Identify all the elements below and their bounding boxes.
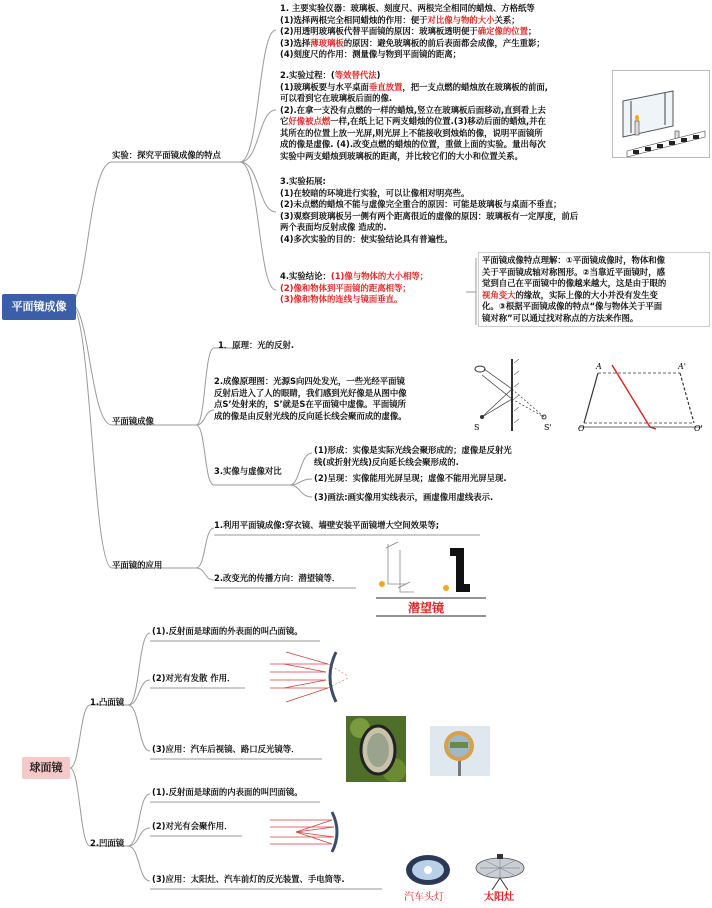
compare-presentation: (2)呈现：实像能用光屏呈现；虚像不能用光屏呈现. <box>314 473 507 483</box>
experiment-section-1 <box>280 3 610 61</box>
headlight-photo <box>398 852 458 890</box>
concave-c3: (3)应用：太阳灶、汽车前灯的反光装置、手电筒等. <box>152 874 345 884</box>
s3-line3: (3)观察到玻璃板另一侧有两个距离很近的虚像的原因：玻璃板有一定厚度，前后 <box>280 210 579 221</box>
s2-line1: (1)玻璃板要与水平桌面垂直放置，把一支点燃的蜡烛放在玻璃板的前面, <box>280 81 548 92</box>
s1-line2: (2)用透明玻璃板代替平面镜的原因：玻璃板透明便于确定像的位置； <box>280 26 537 36</box>
s1-line4: (4)刻度尺的作用：测量像与物到平面镜的距离； <box>280 49 461 59</box>
root-plane-mirror[interactable]: 平面镜成像 <box>2 294 76 320</box>
label-o-prime: O' <box>694 424 703 433</box>
note-line1: 平面镜成像特点理解：①平面镜成像时，物体和像 <box>482 255 665 265</box>
plane-mirror-note <box>478 252 710 327</box>
concave-c2: (2)对光有会聚作用． <box>152 821 233 831</box>
s4-title: 4.实验结论：(1)像与物体的大小相等； <box>280 271 429 281</box>
s4-line3: (3)像和物体的连线与镜面垂直。 <box>280 294 403 304</box>
experiment-branch-label[interactable]: 实验：探究平面镜成像的特点 <box>112 150 221 160</box>
s2-line5: 其所在的位置上放一光屏,则光屏上不能接收到烛焰的像，说明平面镜所 <box>280 127 543 138</box>
s2-line2: 可以看到它在玻璃板后面的像. <box>280 93 393 103</box>
convex-c2: (2)对光有发散 作用． <box>152 673 236 683</box>
s1-title: 1. 主要实验仪器：玻璃板、刻度尺、两根完全相同的蜡烛、方格纸等 <box>280 3 535 13</box>
diagram-line4: 成的像是由反射光线的反向延长线会聚而成的虚像。 <box>214 410 407 421</box>
s3-line2: (2)未点燃的蜡烛不能与虚像完全重合的原因：可能是玻璃板与桌面不垂直； <box>280 199 562 209</box>
s1-line1: (1)选择两根完全相同蜡烛的作用：便于对比像与物的大小关系； <box>280 14 520 25</box>
note-line2: 关于平面镜成轴对称图形。②当靠近平面镜时，感 <box>482 266 665 277</box>
headlight-caption: 汽车头灯 <box>404 892 444 903</box>
concave-mirror-diagram <box>266 810 346 854</box>
note-line3: 觉到自己在平面镜中的像越来越大，这是由于眼的 <box>482 278 667 288</box>
s2-title: 2.实验过程：(等效替代法) <box>280 70 381 80</box>
compare-formation <box>314 445 614 468</box>
convex-c3: (3)应用：汽车后视镜、路口反光镜等． <box>152 744 300 754</box>
label-o: O <box>578 424 585 433</box>
concave-c1: (1).反射面是球面的内表面的叫凹面镜。 <box>152 787 303 797</box>
root-spherical-mirror[interactable]: 球面镜 <box>22 757 70 779</box>
experiment-section-2 <box>280 70 610 162</box>
application-2: 2.改变光的传播方向：潜望镜等． <box>214 573 341 583</box>
solar-cooker-caption: 太阳灶 <box>484 892 514 903</box>
s2-line6: 成的像是虚像. (4).改变点燃的蜡烛的位置，重做上面的实验。量出每次 <box>280 139 546 149</box>
experiment-section-3 <box>280 176 620 245</box>
rearview-mirror-photo <box>346 716 406 782</box>
compare-f1: (1)形成：实像是实际光线会聚形成的；虚像是反射光 <box>314 445 512 455</box>
imaging-diagram-text <box>214 376 466 422</box>
s3-title: 3.实验拓展: <box>280 176 326 186</box>
experiment-setup-illustration <box>612 70 710 158</box>
diagram-line1: 2.成像原理图：光源S向四处发光，一些光经平面镜 <box>214 376 405 386</box>
s2-line7: 实验中两支蜡烛到玻璃板的距离，并比较它们的大小和位置关系。 <box>280 150 523 161</box>
convex-branch-label[interactable]: 1.凸面镜 <box>90 697 125 707</box>
s3-line1: (1)在较暗的环境进行实验，可以让像相对明亮些。 <box>280 187 470 198</box>
s3-line4: 两个表面均反射成像 造成的. <box>280 222 387 232</box>
label-s-prime: S' <box>544 423 552 432</box>
label-s: S <box>474 423 480 432</box>
s3-line5: (4)多次实验的目的：使实验结论具有普遍性。 <box>280 233 453 244</box>
application-branch-label[interactable]: 平面镜的应用 <box>112 560 163 570</box>
s2-line3: (2).在拿一支没有点燃的一样的蜡烛,竖立在玻璃板后面移动,直到看上去 <box>280 104 546 115</box>
compare-f2: 线(或折射光线)反向延长线会聚形成的. <box>314 456 459 467</box>
imaging-ab-diagram <box>574 355 708 435</box>
application-1: 1.利用平面镜成像:穿衣镜、墙壁安装平面镜增大空间效果等; <box>214 520 440 530</box>
note-line5: 化。③根据平面镜成像的特点“像与物体关于平面 <box>482 301 663 311</box>
experiment-section-4 <box>280 271 470 306</box>
compare-drawing: (3)画法:画实像用实线表示，画虚像用虚线表示. <box>314 492 494 502</box>
diagram-line3: 点S’处射来的，S’就是S在平面镜中虚像。平面镜所 <box>214 399 406 409</box>
note-line4: 视角变大的缘故，实际上像的大小并没有发生变 <box>482 289 658 300</box>
imaging-branch-label[interactable]: 平面镜成像 <box>112 416 154 426</box>
compare-title: 3.实像与虚像对比 <box>214 466 282 476</box>
concave-branch-label[interactable]: 2.凹面镜 <box>90 838 125 848</box>
label-a: A <box>596 362 602 371</box>
s2-line4: 它好像被点燃一样,在纸上记下两支蜡烛的位置.(3)移动后面的蜡烛,并在 <box>280 116 546 126</box>
road-convex-mirror-photo <box>430 726 490 776</box>
solar-cooker-photo <box>470 852 530 892</box>
periscope-caption: 潜望镜 <box>408 601 445 615</box>
s4-line2: (2)像和物体到平面镜的距离相等； <box>280 282 411 293</box>
diagram-line2: 反射后进入了人的眼睛，我们感到光好像是从图中像 <box>214 387 407 398</box>
label-a-prime: A' <box>678 362 686 371</box>
imaging-ray-diagram <box>462 355 562 435</box>
note-line6: 镜对称”可以通过找对称点的方法来作图。 <box>482 312 639 323</box>
s1-line3: (3)选择薄玻璃板的原因：避免玻璃板的前后表面都会成像，产生重影； <box>280 37 545 48</box>
imaging-principle: 1．原理：光的反射. <box>218 340 295 350</box>
convex-c1: (1).反射面是球面的外表面的叫凸面镜。 <box>152 626 303 636</box>
convex-mirror-diagram <box>266 650 356 704</box>
